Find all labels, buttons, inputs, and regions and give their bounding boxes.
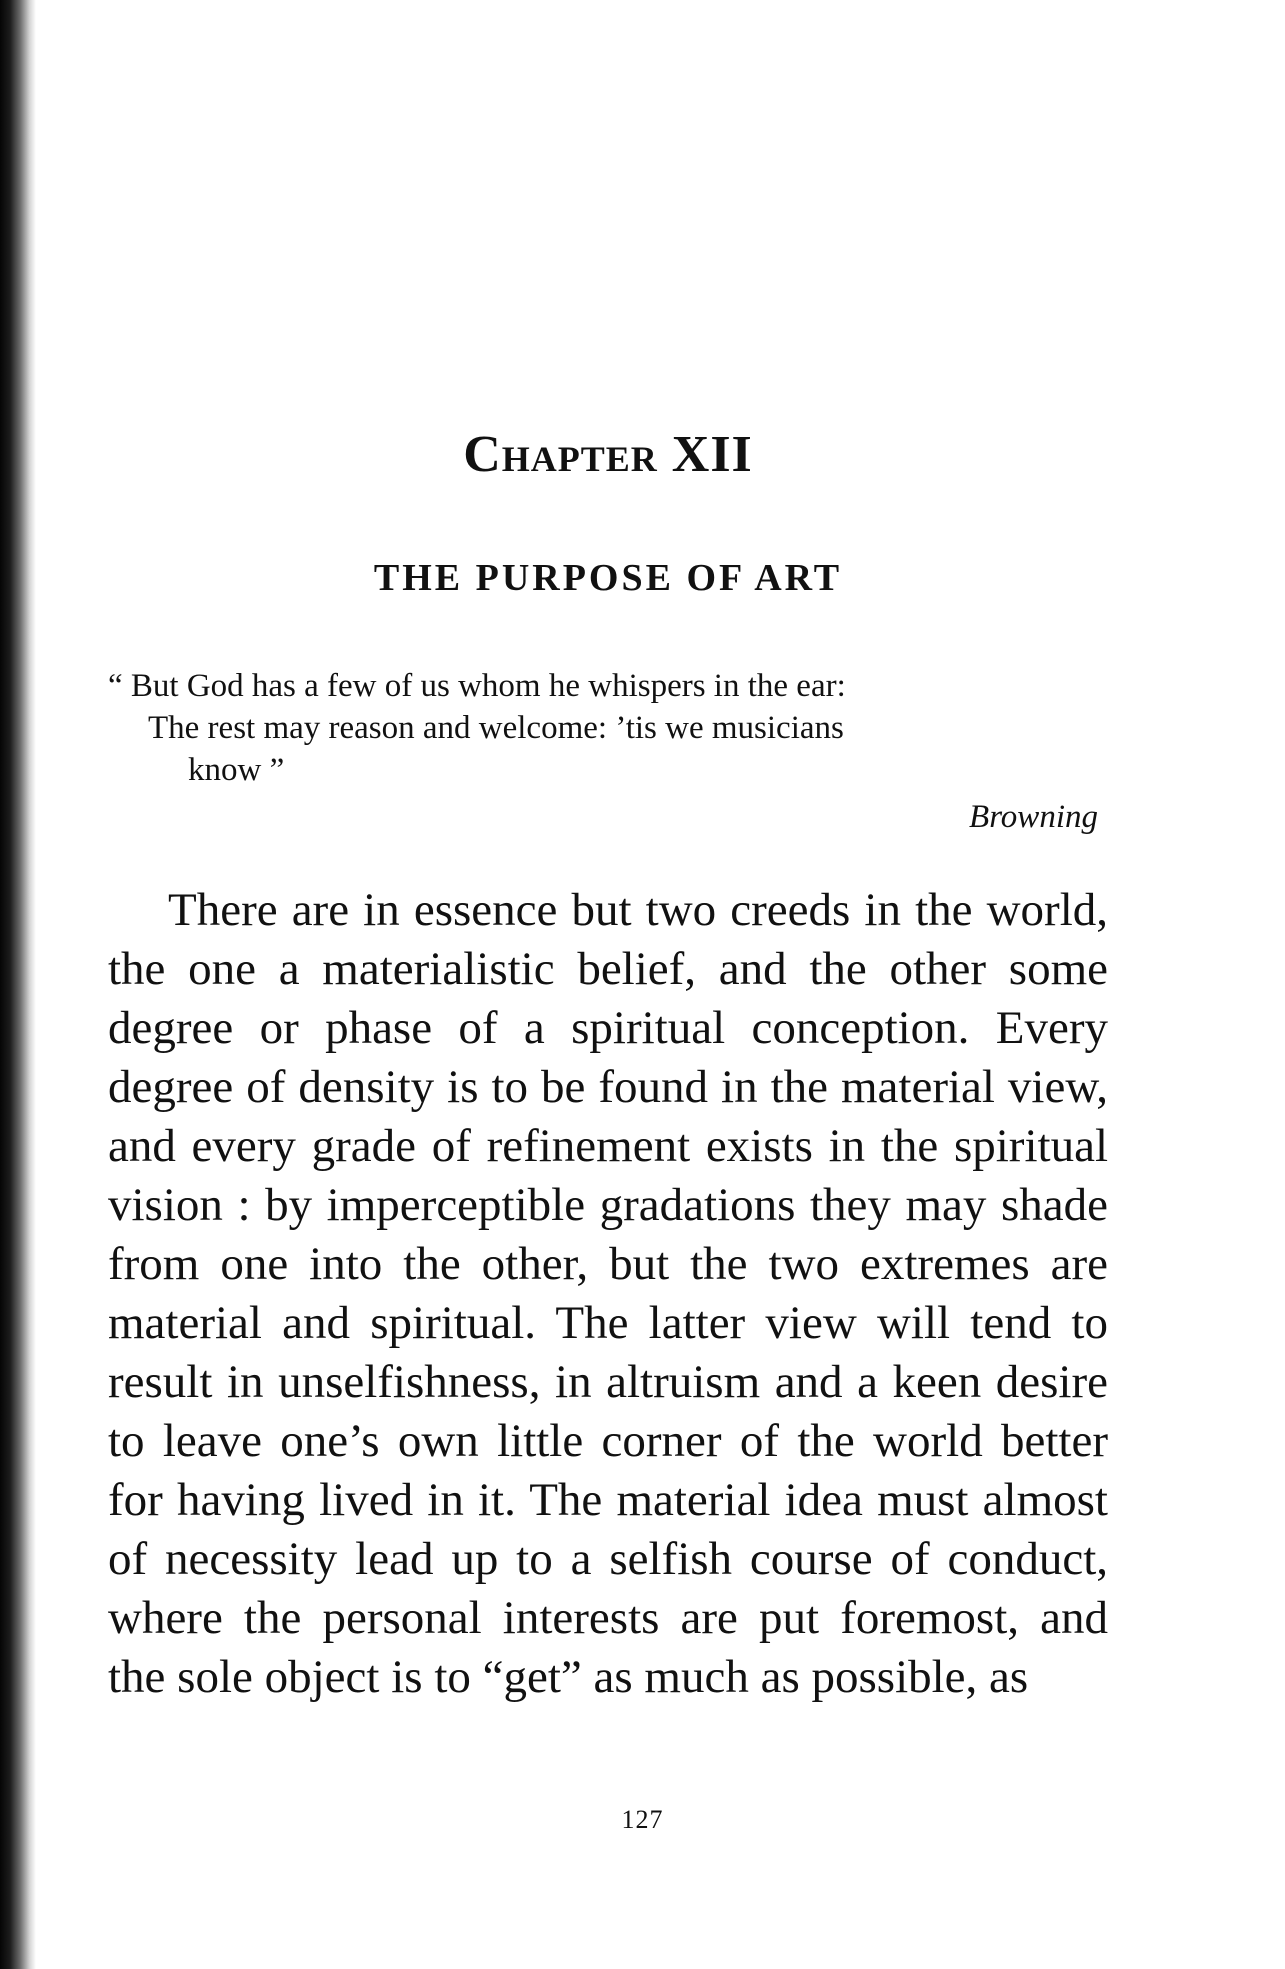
epigraph-line-1: “ But God has a few of us whom he whispers in the ear:: [108, 668, 846, 704]
chapter-number: XII: [671, 426, 753, 483]
chapter-heading: [108, 425, 1108, 484]
page-binding-edge: [0, 0, 36, 1969]
epigraph-line-2: The rest may reason and welcome: ’tis we musicians: [148, 710, 844, 746]
chapter-label: Chapter: [463, 426, 658, 483]
epigraph-line-3: know ”: [188, 752, 285, 788]
epigraph: [108, 665, 1108, 791]
epigraph-attribution: Browning: [969, 799, 1098, 835]
page-number: 127: [621, 1805, 664, 1834]
chapter-title: THE PURPOSE OF ART: [373, 557, 843, 599]
body-paragraph: There are in essence but two creeds in the world, the one a materialistic belief, and the other some degree or phase of a spiritual conception. Every degree of density is to be found in the material view, and every grade of refinement exists in the spiritual vision : by imperceptible gradations they may shade from one into the other, but the two extremes are material and spiritual. The latter view will tend to result in unselfishness, in altruism and a keen desire to leave one’s own little corner of the world better for having lived in it. The material idea must almost of necessity lead up to a selfish course of conduct, where the personal interests are put foremost, and the sole object is to “get” as much as possible, as: [108, 884, 1108, 1703]
page-content: [108, 425, 1108, 1754]
